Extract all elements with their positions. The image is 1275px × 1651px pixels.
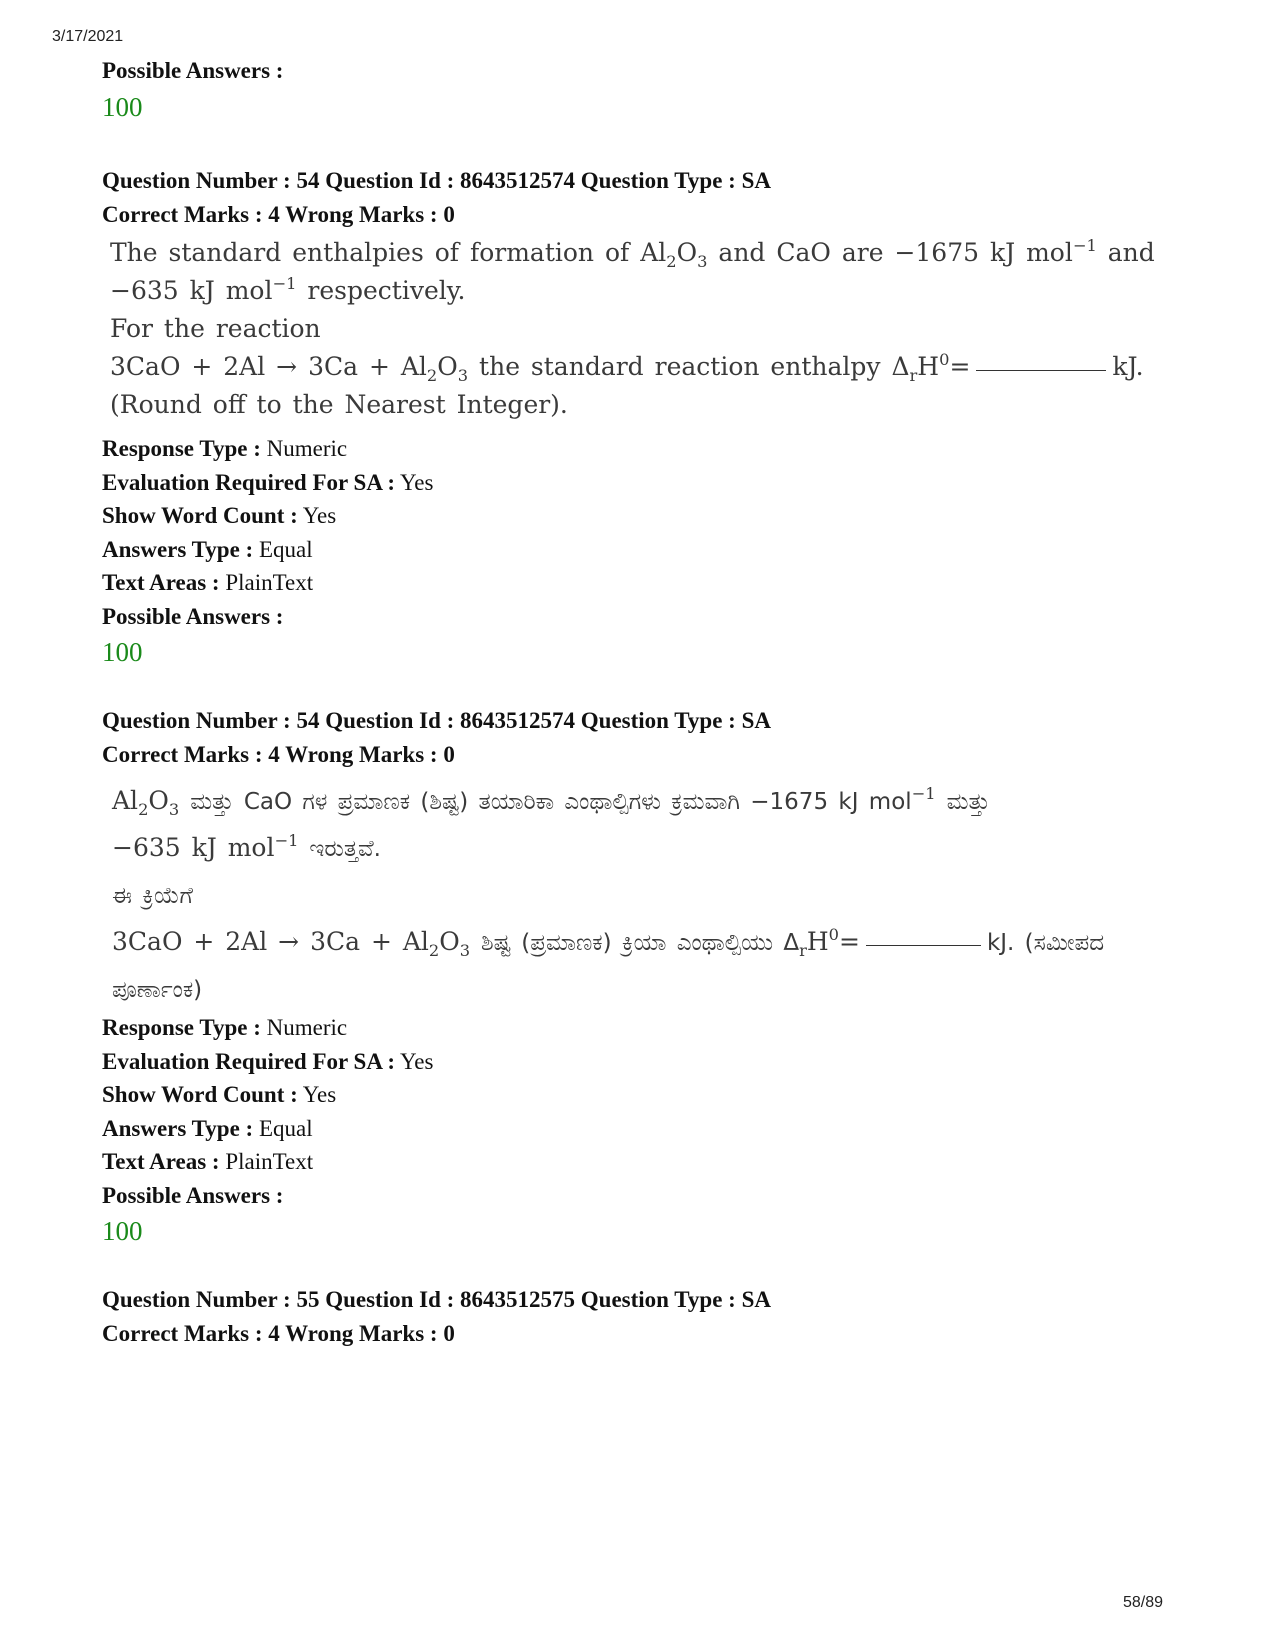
question-line: ಪೂರ್ಣಾಂಕ) xyxy=(112,977,203,1003)
question-header: Question Number : 54 Question Id : 8643512574 Question Type : SA xyxy=(102,708,771,733)
page-number: 58/89 xyxy=(1122,1594,1163,1611)
question-marks: Correct Marks : 4 Wrong Marks : 0 xyxy=(102,741,455,767)
possible-answers-label: Possible Answers : xyxy=(102,1182,284,1208)
question-line: −635 kJ mol$^{-1}$ ಇರುತ್ತವೆ. xyxy=(112,831,381,862)
question-meta-english: Response Type : Numeric Evaluation Required For SA : Yes Show Word Count : Yes Answers Type : Equal Text Areas : PlainText Possible Answers : 100 xyxy=(102,436,434,667)
question-line: (Round off to the Nearest Integer). xyxy=(110,390,568,419)
possible-answer-value: 100 xyxy=(102,91,143,122)
question-line: For the reaction xyxy=(110,314,321,343)
text-areas-value: PlainText xyxy=(225,1149,314,1174)
possible-answers-label: Possible Answers : xyxy=(102,58,284,83)
possible-answer-value: 100 xyxy=(102,637,143,667)
question-marks: Correct Marks : 4 Wrong Marks : 0 xyxy=(102,201,455,227)
answers-type-value: Equal xyxy=(258,1115,313,1141)
question-marks: Correct Marks : 4 Wrong Marks : 0 xyxy=(102,1320,455,1346)
answers-type-value: Equal xyxy=(258,536,313,562)
evaluation-required-value: Yes xyxy=(400,1048,434,1074)
question-line: The standard enthalpies of formation of $Al_2O_3$ and CaO are −1675 kJ mol$^{-1}$ and xyxy=(110,236,1155,271)
response-type-value: Numeric xyxy=(266,1015,348,1040)
question-text-kannada xyxy=(112,778,1104,1013)
question-block-english xyxy=(102,164,771,231)
possible-answers-label: Possible Answers : xyxy=(102,603,284,629)
question-meta-kannada: Response Type : Numeric Evaluation Required For SA : Yes Show Word Count : Yes Answers Type : Equal Text Areas : PlainText Possible Answers : 100 xyxy=(102,1015,434,1246)
possible-answer-value: 100 xyxy=(102,1216,143,1246)
question-line: $3CaO + 2Al \to 3Ca + Al_2O_3$ ಶಿಷ್ಟ (ಪ್ರಮಾಣಕ) ಕ್ರಿಯಾ ಎಂಥಾಲ್ಪಿಯು $\Delta_rH^0=$ kJ. (ಸಮೀಪದ xyxy=(112,925,1105,960)
question-text-english xyxy=(110,234,1155,424)
answer-blank xyxy=(866,945,981,946)
question-header: Question Number : 55 Question Id : 8643512575 Question Type : SA xyxy=(102,1287,771,1312)
answer-blank xyxy=(976,370,1106,371)
question-block-kannada xyxy=(102,704,771,771)
question-header: Question Number : 54 Question Id : 8643512574 Question Type : SA xyxy=(102,168,771,193)
response-type-value: Numeric xyxy=(266,436,348,461)
evaluation-required-value: Yes xyxy=(400,469,434,495)
prev-question-tail xyxy=(102,54,283,124)
show-word-count-value: Yes xyxy=(302,503,337,528)
question-line: ಈ ಕ್ರಿಯೆಗೆ xyxy=(112,883,193,909)
text-areas-value: PlainText xyxy=(225,570,314,595)
show-word-count-value: Yes xyxy=(302,1082,337,1107)
question-line: −635 kJ mol$^{-1}$ respectively. xyxy=(110,274,466,305)
question-line: $3CaO + 2Al \to 3Ca + Al_2O_3$ the standard reaction enthalpy $\Delta_rH^0=$ kJ. xyxy=(110,350,1144,385)
print-date: 3/17/2021 xyxy=(52,28,124,45)
question-block-next xyxy=(102,1283,771,1350)
question-line: $Al_2O_3$ ಮತ್ತು CaO ಗಳ ಪ್ರಮಾಣಕ (ಶಿಷ್ಟ) ತಯಾರಿಕಾ ಎಂಥಾಲ್ಪಿಗಳು ಕ್ರಮವಾಗಿ −1675 kJ mol$^{-1}$ ಮತ್ತು xyxy=(112,784,990,819)
